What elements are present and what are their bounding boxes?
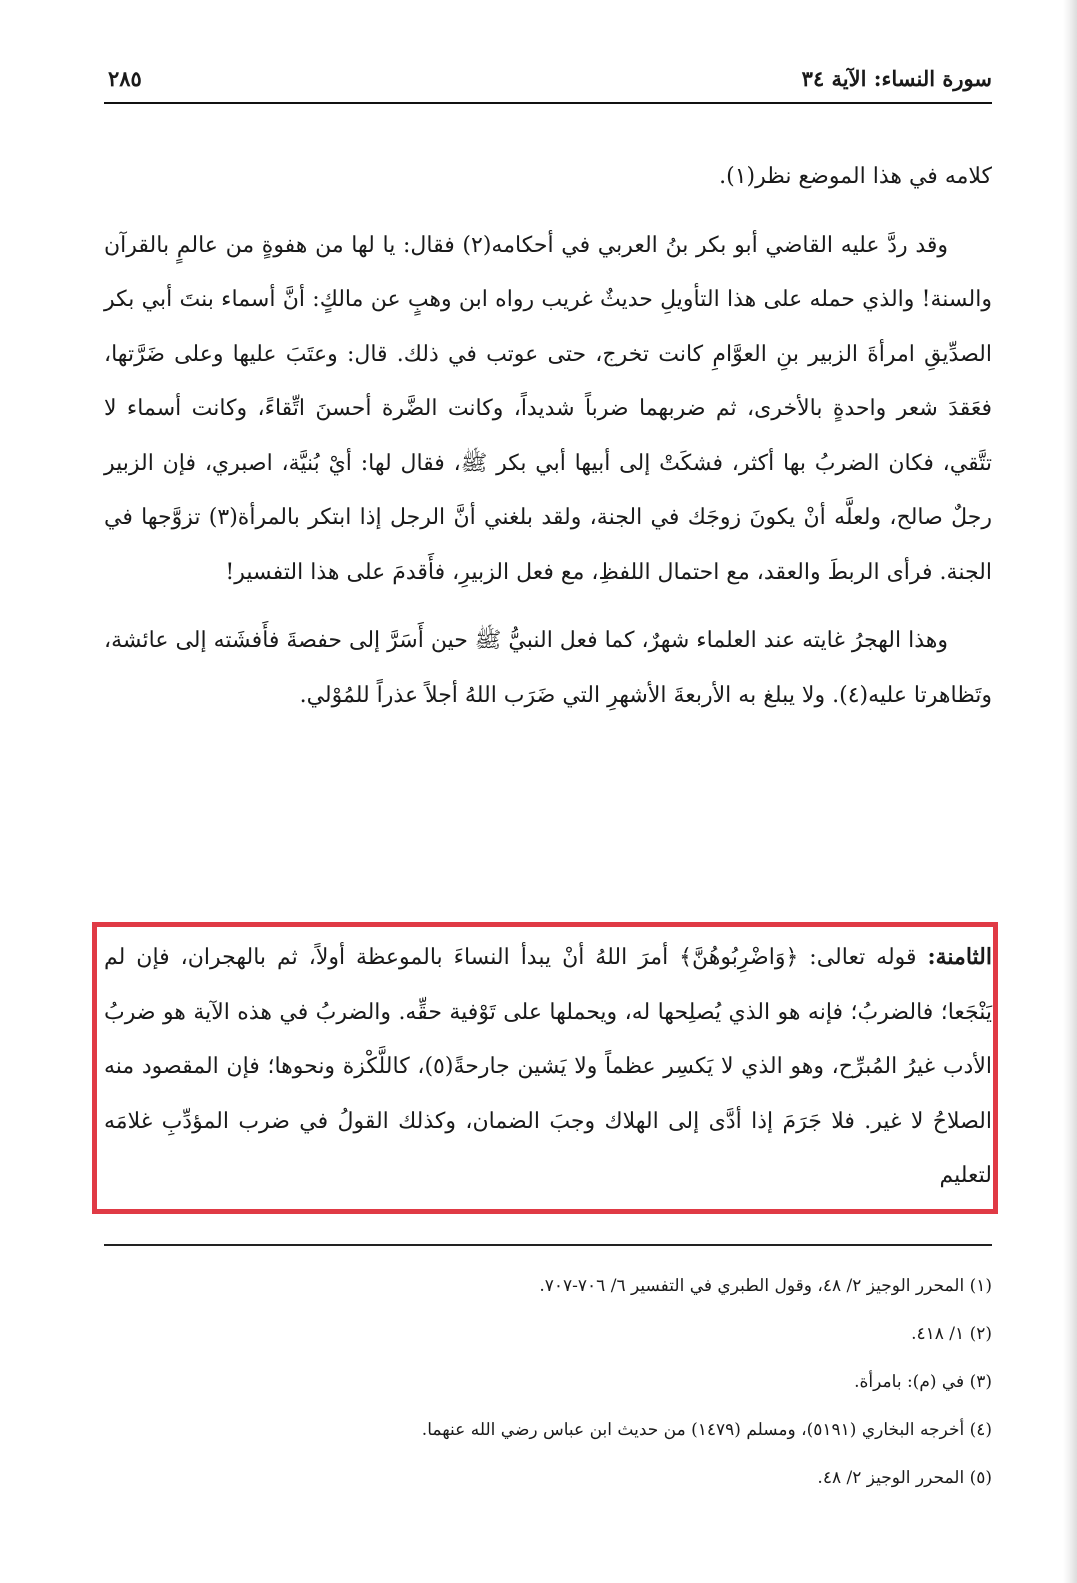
footnote: (٤) أخرجه البخاري (٥١٩١)، ومسلم (١٤٧٩) من حديث ابن عباس رضي الله عنهما. xyxy=(421,1420,992,1440)
page-header xyxy=(104,62,992,104)
highlighted-body: قوله تعالى: ﴿وَاضْرِبُوهُنَّ﴾ أمرَ اللهُ أنْ يبدأ النساءَ بالموعظة أولاً، ثم بالهجران، فإن لم يَنْجَعا؛ فالضربُ؛ فإنه هو الذي يُصلِحها له، ويحملها على تَوْفية حقِّه. والضربُ في هذه الآية هو ضربُ الأدب غيرُ المُبرِّح، وهو الذي لا يَكسِر عظماً ولا يَشين جارحةً(٥)، كاللَّكْزة ونحوها؛ فإن المقصود منه الصلاحُ لا غير. فلا جَرَمَ إذا أدَّى إلى الهلاك وجبَ الضمان، وكذلك القولُ في ضرب المؤدِّبِ غلامَه لتعليم xyxy=(104,945,992,1188)
footnote: (١) المحرر الوجيز ٢/ ٤٨، وقول الطبري في التفسير ٦/ ٧٠٦-٧٠٧. xyxy=(539,1276,992,1296)
footnote: (٣) في (م): بامرأة. xyxy=(854,1372,992,1392)
running-title: سورة النساء: الآية ٣٤ xyxy=(801,66,992,91)
footnote: (٥) المحرر الوجيز ٢/ ٤٨. xyxy=(817,1468,992,1488)
page-number: ٢٨٥ xyxy=(108,66,142,91)
main-text xyxy=(104,150,992,737)
paragraph: وقد ردَّ عليه القاضي أبو بكر بنُ العربي في أحكامه(٢) فقال: يا لها من هفوةٍ من عالمٍ بالقرآن والسنة! والذي حمله على هذا التأويلِ حديثٌ غريب رواه ابن وهبٍ عن مالكٍ: أنَّ أسماء بنتَ أبي بكر الصدِّيقِ امرأةَ الزبير بنِ العوَّامِ كانت تخرج، حتى عوتب في ذلك. قال: وعتَبَ عليها وعلى ضَرَّتها، فعَقدَ شعر واحدةٍ بالأخرى، ثم ضربهما ضرباً شديداً، وكانت الضَّرة أحسنَ اتِّقاءً، وكانت أسماء لا تتَّقي، فكان الضربُ بها أكثر، فشكَتْ إلى أبيها أبي بكر ﷺ، فقال لها: أيْ بُنيَّة، اصبري، فإن الزبير رجلٌ صالح، ولعلَّه أنْ يكونَ زوجَك في الجنة، ولقد بلغني أنَّ الرجل إذا ابتكر بالمرأة(٣) تزوَّجها في الجنة. فرأى الربطَ والعقد، مع احتمال اللفظِ، مع فعل الزبيرِ، فأَقدمَ على هذا التفسير! xyxy=(104,232,992,585)
paragraph: وهذا الهجرُ غايته عند العلماء شهرٌ، كما فعل النبيُّ ﷺ حين أَسَرَّ إلى حفصةَ فأَفشَته إلى عائشة، وتَظاهرتا عليه(٤). ولا يبلغ به الأربعةَ الأشهرِ التي ضَرَب اللهُ أجلاً عذراً للمُوْلي. xyxy=(104,628,992,708)
footnote: (٢) ١/ ٤١٨. xyxy=(911,1324,992,1344)
footnotes xyxy=(104,1262,992,1502)
footnote-divider xyxy=(104,1244,992,1246)
page-edge-shadow xyxy=(1063,0,1077,1583)
section-lead: الثامنة: xyxy=(927,944,992,970)
highlighted-paragraph xyxy=(104,930,992,1204)
paragraph: كلامه في هذا الموضع نظر(١). xyxy=(719,164,992,189)
